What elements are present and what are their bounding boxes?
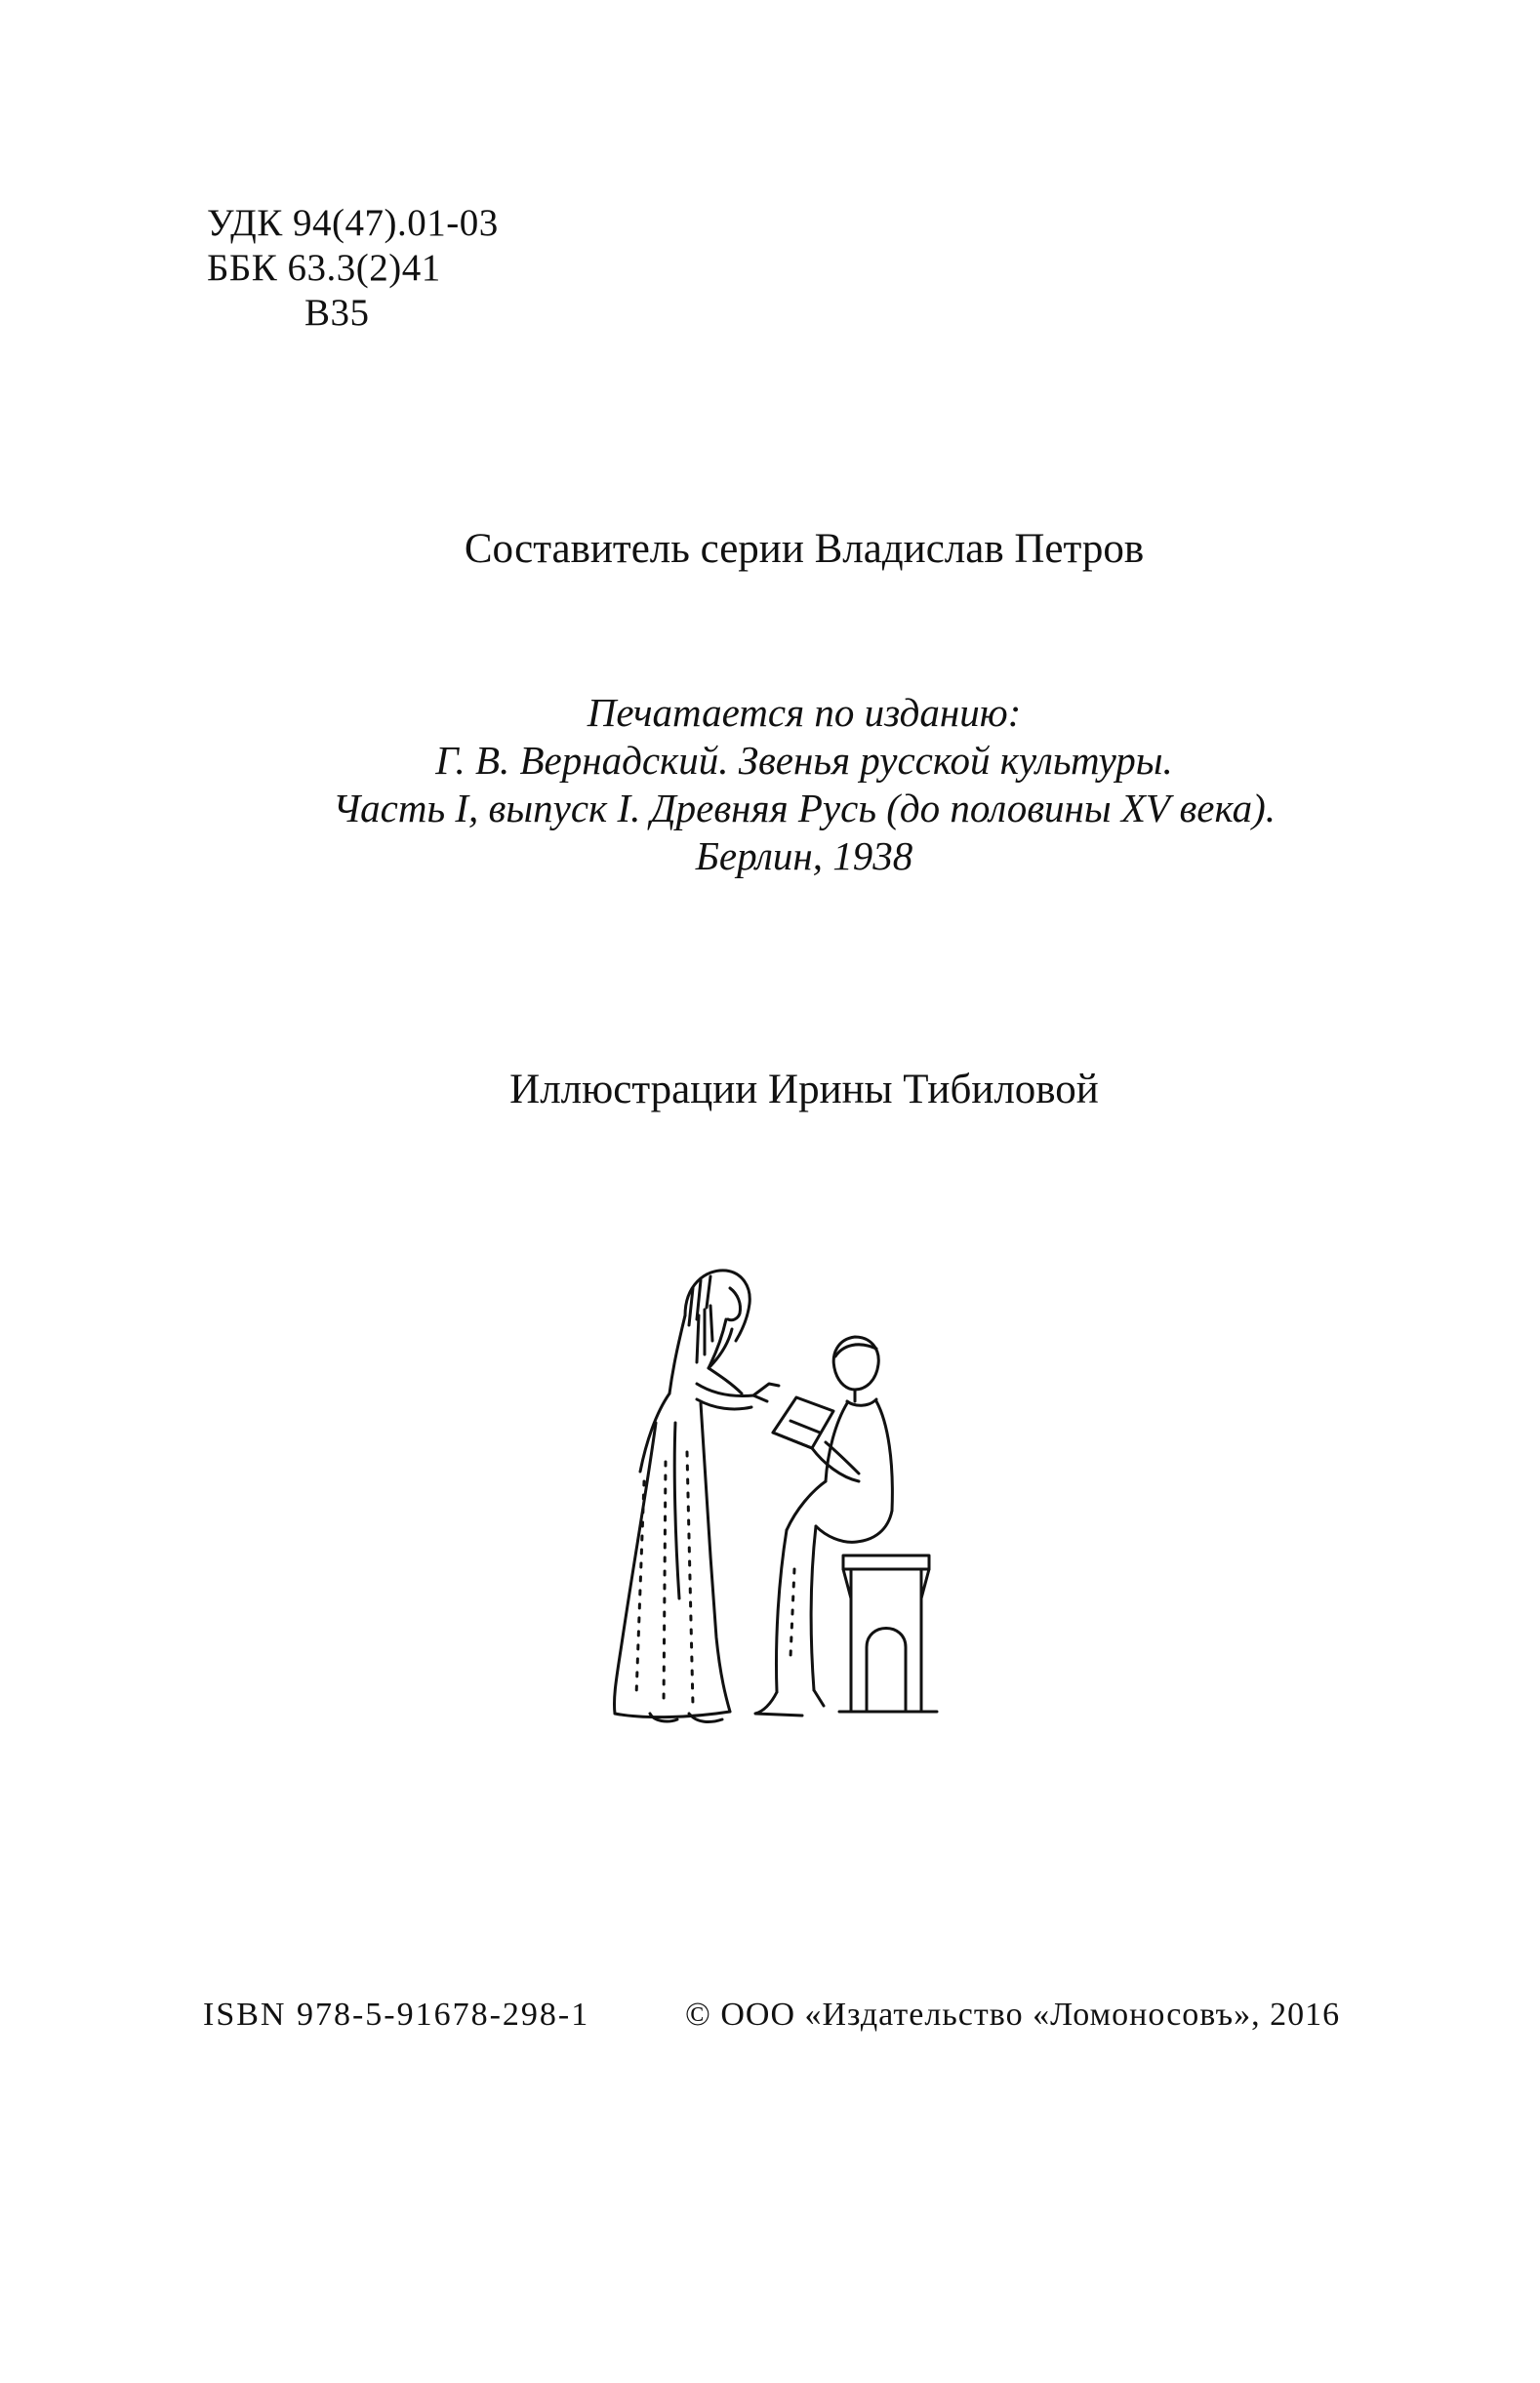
- author-mark: В35: [304, 292, 370, 334]
- copyright: © ООО «Издательство «Ломоносовъ», 2016: [685, 1997, 1341, 2033]
- udk-code: УДК 94(47).01-03: [207, 202, 499, 244]
- source-line-2: Часть I, выпуск I. Древняя Русь (до половины XV века).: [332, 786, 1277, 830]
- classification-block: [207, 201, 499, 336]
- monk-figure: [614, 1271, 779, 1722]
- illustrator-credit: Иллюстрации Ирины Тибиловой: [509, 1067, 1099, 1112]
- isbn: ISBN 978-5-91678-298-1: [203, 1997, 590, 2033]
- bbk-code: ББК 63.3(2)41: [207, 247, 441, 289]
- source-heading: Печатается по изданию:: [587, 690, 1022, 735]
- source-line-3: Берлин, 1938: [695, 833, 913, 878]
- youth-figure: [755, 1337, 937, 1716]
- monk-teaching-youth-illustration: [595, 1247, 958, 1725]
- series-compiler: Составитель серии Владислав Петров: [464, 526, 1145, 572]
- source-edition: [0, 689, 1540, 880]
- source-line-1: Г. В. Вернадский. Звенья русской культуры.: [435, 738, 1173, 783]
